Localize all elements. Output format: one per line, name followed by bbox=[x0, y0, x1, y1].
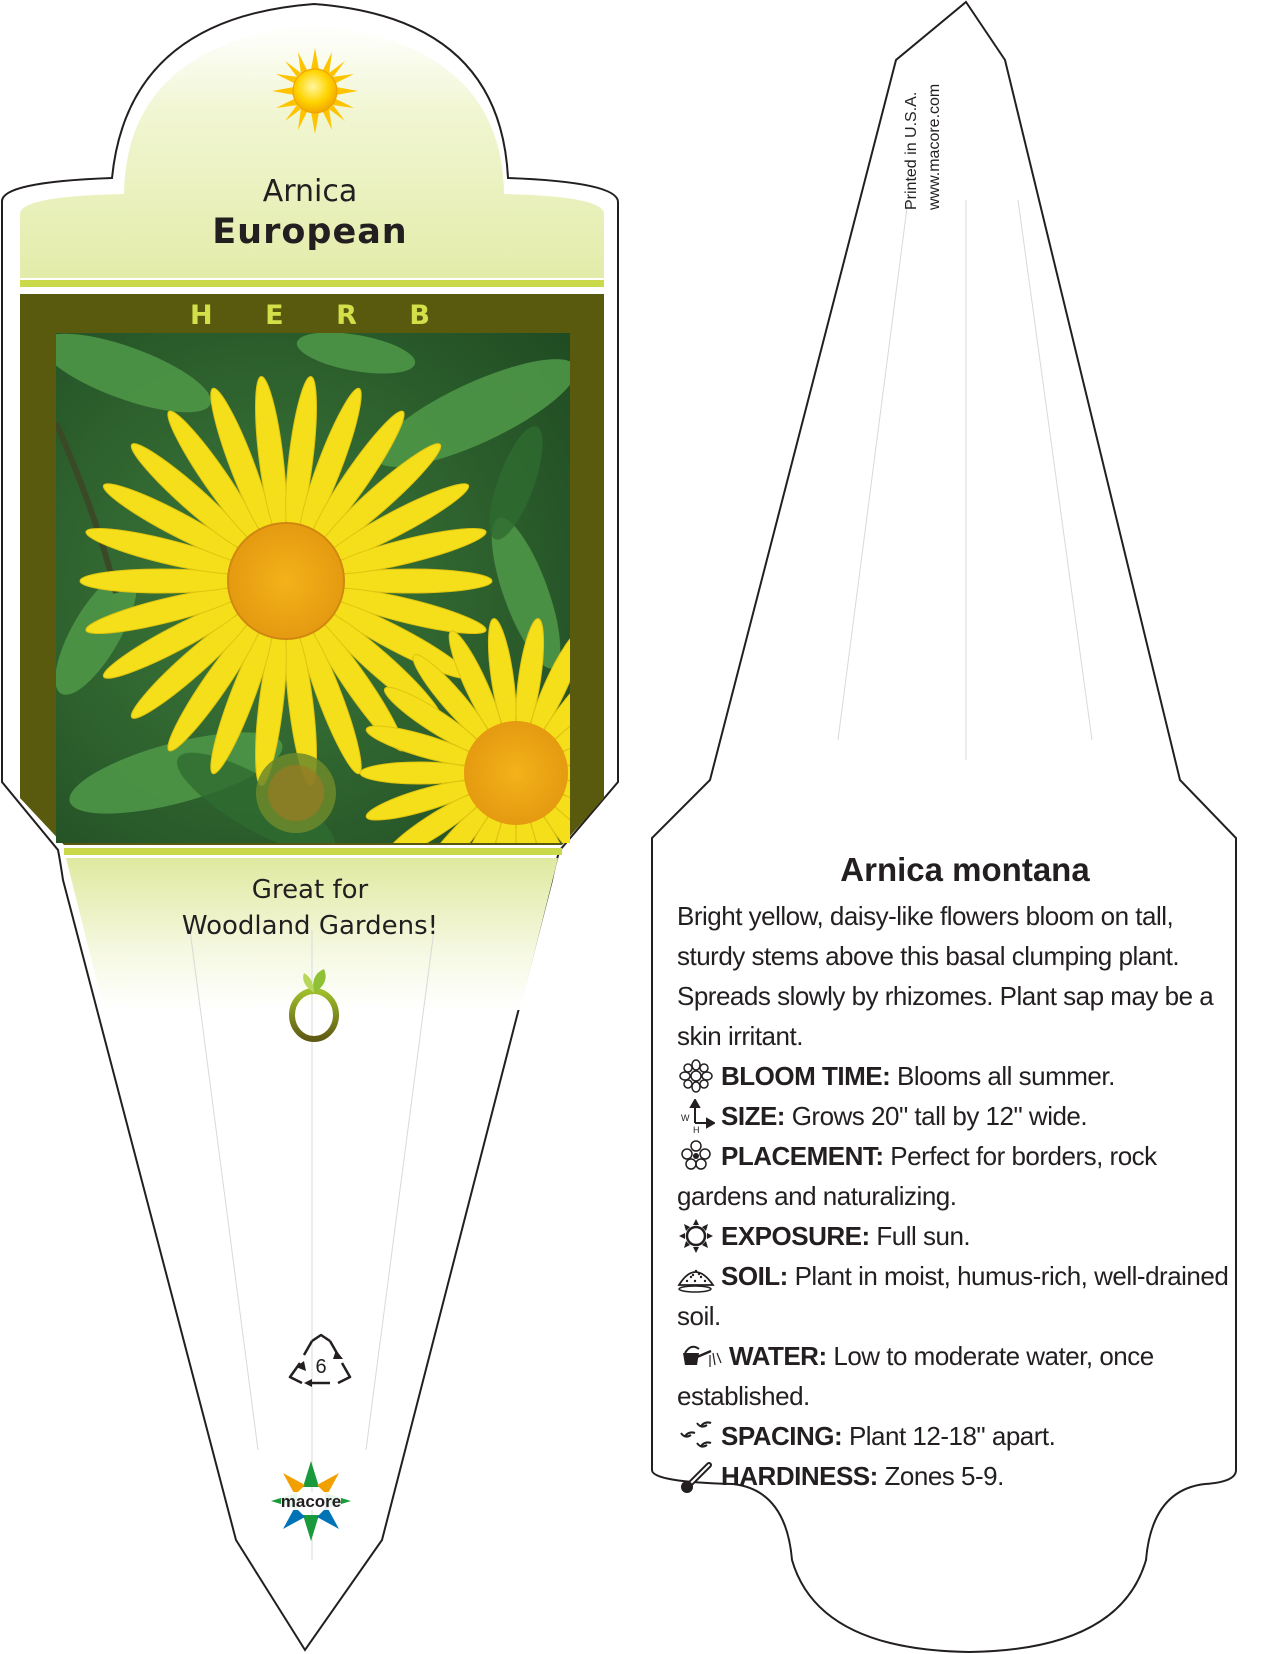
attribute-spacing bbox=[677, 1416, 1247, 1456]
printed-info bbox=[900, 40, 950, 210]
soil-mound-icon bbox=[677, 1259, 715, 1293]
brand-name: macore bbox=[280, 1492, 342, 1511]
printed-line: www.macore.com bbox=[926, 83, 943, 210]
svg-text:H: H bbox=[693, 1125, 699, 1133]
attribute-text: Full sun. bbox=[876, 1221, 971, 1251]
attribute-size bbox=[677, 1096, 1247, 1136]
attribute-label: EXPOSURE: bbox=[721, 1221, 870, 1251]
attribute-label: SOIL: bbox=[721, 1261, 788, 1291]
category-letter: H bbox=[190, 299, 213, 331]
seedling-spacing-icon bbox=[677, 1419, 715, 1453]
attribute-text: Low to moderate water, once established. bbox=[677, 1341, 1154, 1411]
printed-line: Printed in U.S.A. bbox=[903, 91, 920, 210]
size-arrows-icon bbox=[677, 1099, 715, 1133]
attribute-text: Zones 5-9. bbox=[884, 1461, 1004, 1491]
attribute-text: Perfect for borders, rock gardens and naturalizing. bbox=[677, 1141, 1157, 1211]
plant-description-block bbox=[677, 896, 1247, 1496]
attribute-soil bbox=[677, 1256, 1247, 1336]
attribute-label: BLOOM TIME: bbox=[721, 1061, 891, 1091]
tagline-line: Woodland Gardens! bbox=[181, 911, 439, 941]
attribute-bloom-time bbox=[677, 1056, 1247, 1096]
arnica-flower-illustration bbox=[56, 333, 570, 843]
recycle-number: 6 bbox=[315, 1356, 327, 1378]
svg-text:W: W bbox=[681, 1113, 689, 1123]
tagline-line: Great for bbox=[251, 875, 369, 905]
thermometer-icon bbox=[677, 1459, 715, 1493]
front-header-rule bbox=[20, 280, 604, 287]
recycle-icon bbox=[286, 1333, 356, 1387]
flower-icon bbox=[677, 1059, 715, 1093]
attribute-label: PLACEMENT: bbox=[721, 1141, 884, 1171]
plant-name-line1: Arnica bbox=[262, 174, 358, 209]
attribute-text: Blooms all summer. bbox=[897, 1061, 1115, 1091]
plant-photo bbox=[56, 333, 570, 843]
watering-can-icon bbox=[677, 1339, 723, 1373]
flower-cluster-icon bbox=[677, 1139, 715, 1173]
attribute-label: SIZE: bbox=[721, 1101, 785, 1131]
attribute-text: Grows 20" tall by 12" wide. bbox=[791, 1101, 1088, 1131]
sprout-icon bbox=[280, 965, 350, 1045]
attribute-label: SPACING: bbox=[721, 1421, 843, 1451]
category-letter: E bbox=[265, 299, 284, 331]
attribute-text: Plant in moist, humus-rich, well-drained soil. bbox=[677, 1261, 1229, 1331]
sun-icon bbox=[270, 46, 360, 136]
attribute-placement bbox=[677, 1136, 1247, 1216]
botanical-name: Arnica montana bbox=[840, 851, 1090, 888]
attribute-label: WATER: bbox=[729, 1341, 827, 1371]
plant-name-line2: European bbox=[212, 212, 408, 252]
attribute-label: HARDINESS: bbox=[721, 1461, 878, 1491]
tagline bbox=[100, 872, 520, 944]
category-label bbox=[190, 298, 430, 332]
attribute-text: Plant 12-18" apart. bbox=[848, 1421, 1056, 1451]
sun-icon bbox=[677, 1219, 715, 1253]
front-frame-rule bbox=[64, 848, 562, 855]
attribute-hardiness bbox=[677, 1456, 1247, 1496]
category-letter: B bbox=[409, 299, 430, 331]
attribute-water bbox=[677, 1336, 1247, 1416]
plant-description: Bright yellow, daisy-like flowers bloom on tall, sturdy stems above this basal clumping plant. Spreads slowly by rhizomes. Plant sap may be a skin irritant. bbox=[677, 901, 1214, 1051]
category-letter: R bbox=[336, 299, 357, 331]
attribute-exposure bbox=[677, 1216, 1247, 1256]
macore-logo bbox=[270, 1460, 352, 1542]
